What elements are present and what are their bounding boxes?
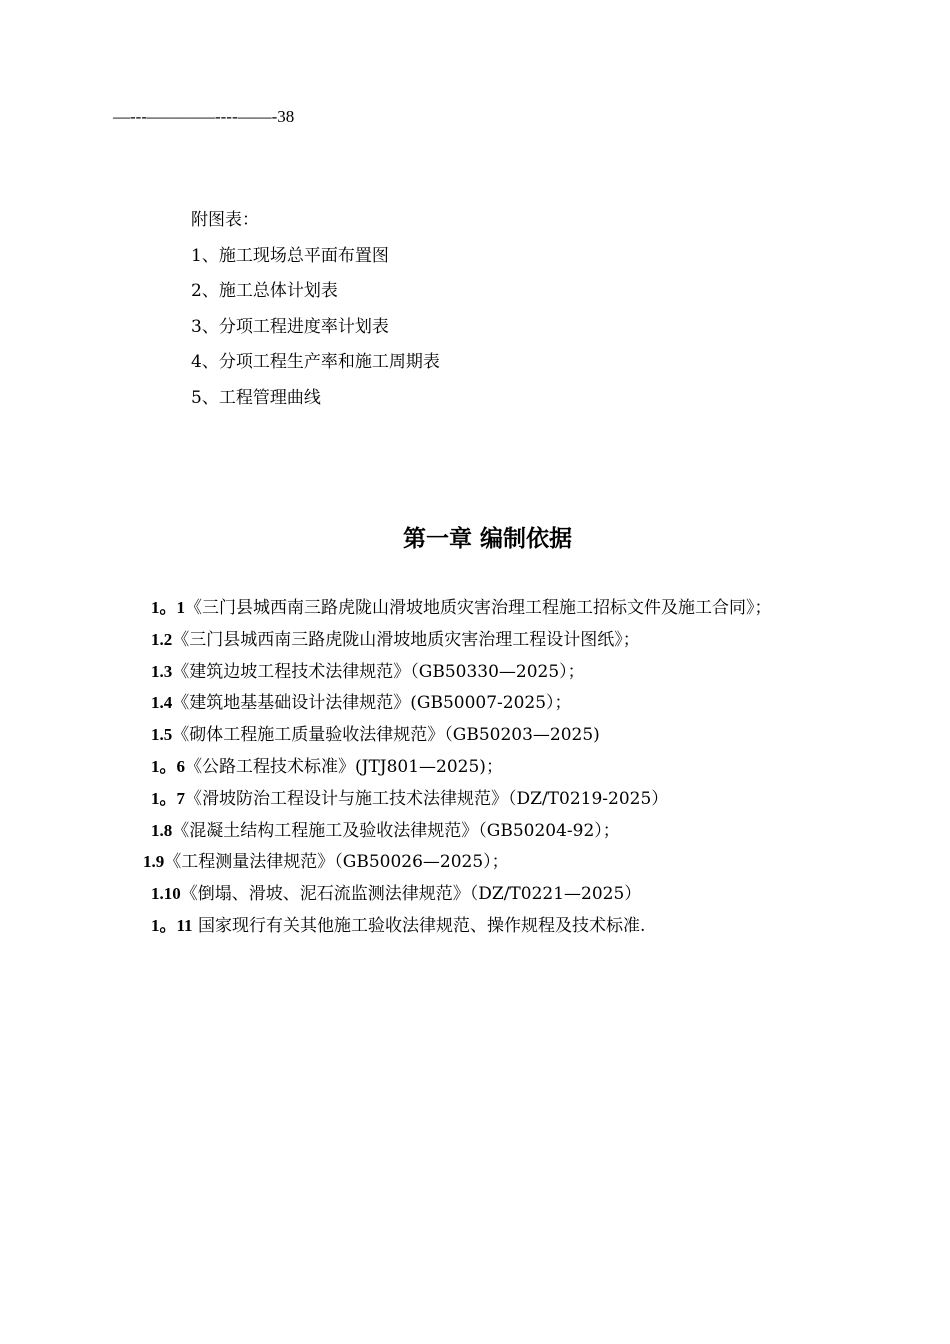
basis-item (0, 723, 950, 755)
basis-item (0, 660, 950, 692)
basis-text: 《三门县城西南三路虎陇山滑坡地质灾害治理工程设计图纸》； (172, 629, 640, 650)
basis-item (0, 787, 950, 819)
basis-text: 《滑坡防治工程设计与施工技术法律规范》（DZ/T0219-2025） (185, 788, 669, 809)
basis-number: 1。7 (151, 788, 185, 808)
basis-item (0, 596, 950, 628)
appendix-heading: 附图表： (191, 210, 259, 230)
basis-text: 《倒塌、滑坡、泥石流监测法律规范》（DZ/T0221—2025） (180, 884, 642, 905)
basis-number: 1.4 (151, 693, 173, 713)
basis-number: 1.3 (151, 661, 173, 681)
appendix-item: 4、分项工程生产率和施工周期表 (191, 352, 440, 373)
basis-text: 国家现行有关其他施工验收法律规范、操作规程及技术标准. (192, 915, 646, 936)
appendix-item: 3、分项工程进度率计划表 (191, 316, 389, 337)
basis-text: 《砌体工程施工质量验收法律规范》（GB50203—2025) (172, 725, 600, 746)
appendix-item: 5、工程管理曲线 (191, 387, 321, 408)
basis-item (0, 882, 950, 914)
basis-number: 1.9 (143, 852, 165, 872)
basis-number: 1.5 (151, 725, 173, 745)
basis-item (0, 819, 950, 851)
toc-page-reference: —---————----——-38 (113, 107, 295, 126)
basis-number: 1.8 (151, 820, 173, 840)
basis-text: 《建筑边坡工程技术法律规范》（GB50330—2025）； (172, 661, 585, 682)
basis-text: 《公路工程技术标准》(JTJ801—2025)； (185, 756, 503, 777)
appendix-list (191, 208, 440, 422)
basis-number: 1。11 (151, 915, 193, 935)
basis-list (0, 596, 950, 946)
basis-number: 1。1 (151, 598, 185, 617)
basis-text: 《工程测量法律规范》（GB50026—2025）； (164, 852, 509, 873)
basis-number: 1.10 (151, 884, 181, 904)
basis-text: 《三门县城西南三路虎陇山滑坡地质灾害治理工程施工招标文件及施工合同》； (185, 598, 772, 618)
basis-number: 1。6 (151, 756, 185, 776)
basis-text: 《建筑地基基础设计法律规范》(GB50007-2025）； (172, 693, 572, 714)
appendix-item: 2、施工总体计划表 (191, 281, 338, 302)
basis-item (0, 850, 950, 882)
basis-number: 1.2 (151, 629, 173, 649)
basis-text: 《混凝土结构工程施工及验收法律规范》（GB50204-92）； (172, 820, 620, 841)
basis-item (0, 691, 950, 723)
basis-item (0, 628, 950, 660)
basis-item (0, 914, 950, 946)
basis-item (0, 755, 950, 787)
appendix-item: 1、施工现场总平面布置图 (191, 245, 389, 266)
chapter-title: 第一章 编制依据 (402, 526, 572, 552)
